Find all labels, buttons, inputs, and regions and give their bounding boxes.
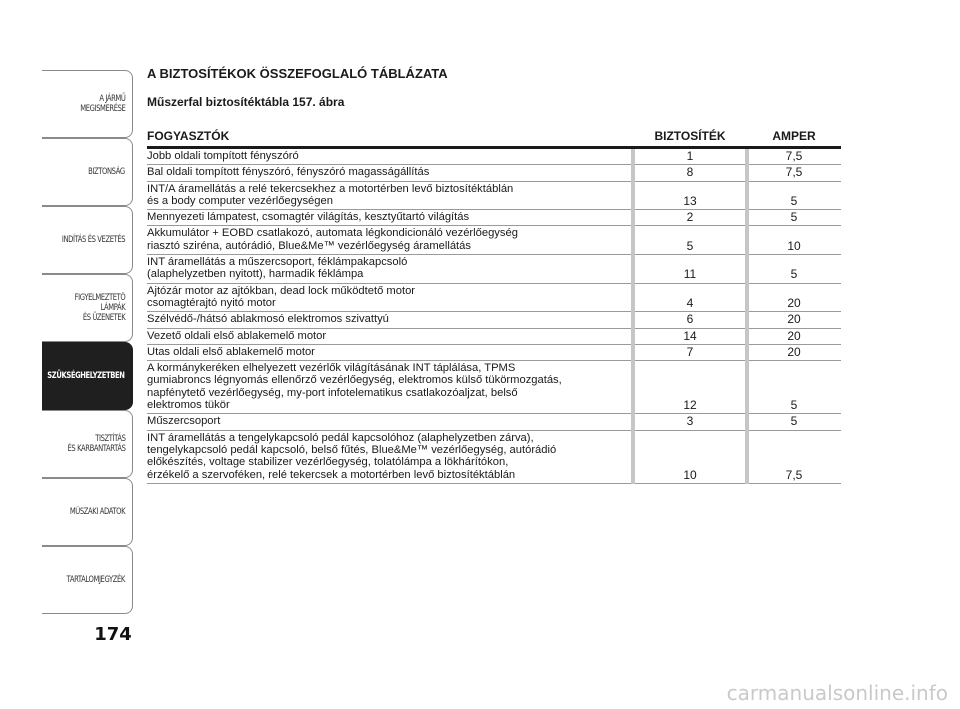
tab-label: BIZTONSÁG: [88, 167, 125, 177]
table-row: [147, 149, 841, 165]
main-content: [147, 66, 841, 484]
tab-technical-data[interactable]: [42, 478, 133, 546]
fuse-number: 1: [686, 149, 694, 163]
amperage: 5: [790, 193, 798, 208]
table-row: [147, 226, 841, 255]
tab-label: TARTALOMJEGYZÉK: [66, 575, 125, 585]
fuse-number: 4: [686, 295, 694, 310]
table-row: [147, 284, 841, 313]
amperage: 20: [787, 312, 801, 327]
amperage: 10: [787, 238, 801, 253]
fuse-number: 2: [686, 210, 694, 225]
header-amp: AMPER: [772, 129, 816, 143]
tab-starting-driving[interactable]: [42, 206, 133, 274]
consumer-description: A kormánykeréken elhelyezett vezérlők világításának INT táplálása, TPMS gumiabroncs légnyomás ellenőrző vezérlőegység, elektromos külső tükörmozgatás, napfénytető vezérlőegység, my-port infotelematikus csatlakozóaljzat, belső elektromos tükör: [147, 362, 562, 412]
fuse-number: 7: [686, 344, 694, 359]
consumer-description: INT/A áramellátás a relé tekercsekhez a motortérben levő biztosítéktáblán és a body computer vezérlőegységen: [147, 182, 514, 207]
fuse-number: 10: [683, 467, 697, 482]
tab-cleaning-maintenance[interactable]: [42, 410, 133, 478]
amperage: 5: [790, 210, 798, 225]
column-separator: [631, 149, 635, 484]
consumer-description: Bal oldali tompított fényszóró, fényszóró magasságállítás: [147, 166, 430, 179]
consumer-description: INT áramellátás a műszercsoport, féklámpakapcsoló (alaphelyzetben nyitott), harmadik féklámpa: [147, 256, 408, 281]
consumer-description: Mennyezeti lámpatest, csomagtér világítás, kesztyűtartó világítás: [147, 211, 470, 224]
table-row: [147, 431, 841, 484]
page-subtitle: Műszerfal biztosítéktábla 157. ábra: [147, 95, 345, 109]
fuse-table: [147, 149, 841, 484]
tab-label: SZÜKSÉGHELYZETBEN: [47, 371, 125, 381]
chapter-sidebar: [42, 70, 133, 614]
consumer-description: Vezető oldali első ablakemelő motor: [147, 329, 327, 342]
tab-label: TISZTÍTÁS ÉS KARBANTARTÁS: [67, 434, 125, 454]
table-header: [147, 126, 841, 149]
page-number: 174: [94, 624, 132, 645]
tab-label: INDÍTÁS ÉS VEZETÉS: [61, 235, 125, 245]
amperage: 7,5: [785, 165, 803, 180]
table-row: [147, 165, 841, 181]
tab-safety[interactable]: [42, 138, 133, 206]
tab-emergency[interactable]: [42, 342, 133, 410]
fuse-number: 11: [683, 267, 697, 282]
amperage: 20: [787, 295, 801, 310]
amperage: 7,5: [785, 467, 803, 482]
table-row: [147, 329, 841, 345]
fuse-number: 8: [686, 165, 694, 180]
table-row: [147, 345, 841, 361]
page-title: A BIZTOSÍTÉKOK ÖSSZEFOGLALÓ TÁBLÁZATA: [147, 66, 448, 81]
table-row: [147, 414, 841, 430]
header-consumers: FOGYASZTÓK: [147, 129, 230, 143]
consumer-description: Akkumulátor + EOBD csatlakozó, automata légkondicionáló vezérlőegység riasztó sziréna, autórádió, Blue&Me™ vezérlőegység áramellátás: [147, 227, 518, 252]
consumer-description: Szélvédő-/hátsó ablakmosó elektromos szivattyú: [147, 313, 389, 326]
tab-label: A JÁRMŰ MEGISMERÉSE: [79, 94, 125, 114]
table-row: [147, 361, 841, 414]
watermark: carmanualsonline.info: [726, 681, 948, 705]
tab-index[interactable]: [42, 546, 133, 614]
table-row: [147, 182, 841, 211]
tab-warning-lights[interactable]: [42, 274, 133, 342]
amperage: 7,5: [785, 149, 803, 163]
header-fuse: BIZTOSÍTÉK: [654, 129, 726, 143]
consumer-description: Műszercsoport: [147, 415, 221, 428]
amperage: 20: [787, 344, 801, 359]
table-row: [147, 210, 841, 226]
consumer-description: Ajtózár motor az ajtókban, dead lock működtető motor csomagtérajtó nyitó motor: [147, 284, 416, 309]
consumer-description: INT áramellátás a tengelykapcsoló pedál kapcsolóhoz (alaphelyzetben zárva), tengelykapcsoló pedál kapcsoló, belső fűtés, Blue&Me™ vezérlőegység, autórádió előkészítés, voltage stabilizer vezérlőegység, tolatólámpa a lökhárítókon, érzékelő a szervoféken, relé tekercsek a motortérben levő biztosítéktáblán: [147, 431, 557, 481]
fuse-number: 3: [686, 414, 694, 429]
column-separator: [745, 149, 749, 484]
amperage: 5: [790, 398, 798, 413]
fuse-number: 14: [683, 328, 697, 343]
table-row: [147, 255, 841, 284]
table-row: [147, 312, 841, 328]
tab-vehicle-overview[interactable]: [42, 70, 133, 138]
fuse-number: 13: [683, 193, 697, 208]
consumer-description: Utas oldali első ablakemelő motor: [147, 345, 315, 358]
tab-label: FIGYELMEZTETŐ LÁMPÁK ÉS ÜZENETEK: [74, 293, 125, 323]
amperage: 20: [787, 328, 801, 343]
fuse-number: 5: [686, 238, 694, 253]
tab-label: MŰSZAKI ADATOK: [69, 507, 125, 517]
fuse-number: 12: [683, 398, 697, 413]
amperage: 5: [790, 267, 798, 282]
consumer-description: Jobb oldali tompított fényszóró: [147, 150, 299, 162]
fuse-number: 6: [686, 312, 694, 327]
amperage: 5: [790, 414, 798, 429]
